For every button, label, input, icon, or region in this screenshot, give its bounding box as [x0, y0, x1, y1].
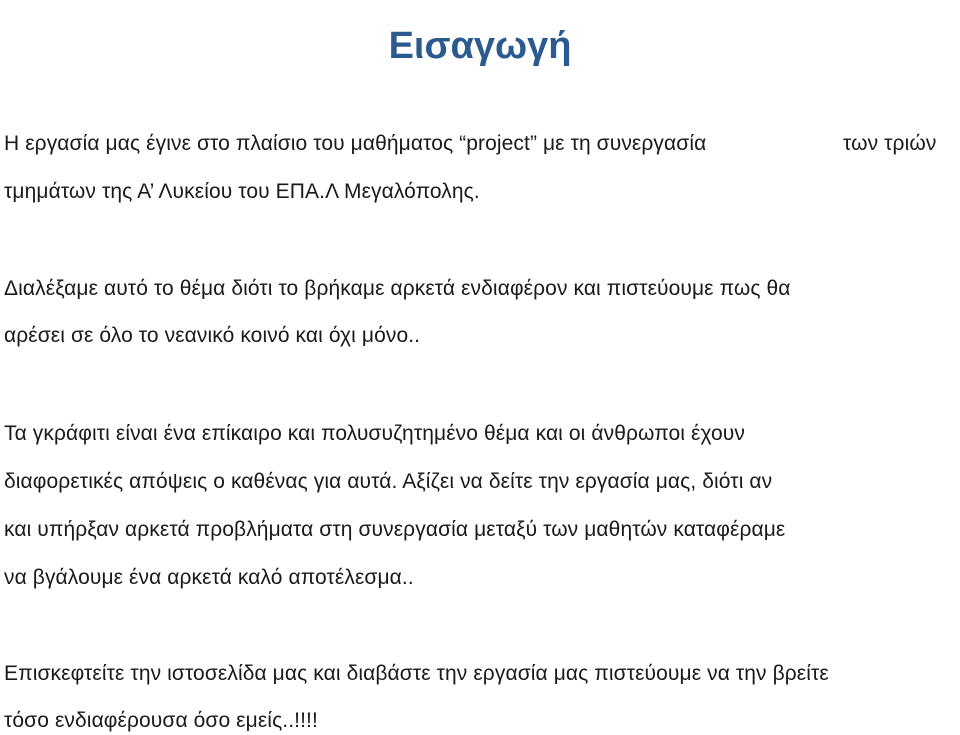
text-line: Η εργασία μας έγινε στο πλαίσιο του μαθήματος “project” με τη συνεργασία — [4, 132, 707, 155]
text-line: Τα γκράφιτι είναι ένα επίκαιρο και πολυσυζητημένο θέμα και οι άνθρωποι έχουν — [4, 422, 745, 445]
text-line: να βγάλουμε ένα αρκετά καλό αποτέλεσμα.. — [4, 566, 414, 589]
text-line: τόσο ενδιαφέρουσα όσο εμείς..!!!! — [4, 709, 318, 732]
text-line: των τριών — [843, 132, 937, 155]
text-line: Διαλέξαμε αυτό το θέμα διότι το βρήκαμε αρκετά ενδιαφέρον και πιστεύουμε πως θα — [4, 277, 791, 300]
page-title: Εισαγωγή — [388, 25, 572, 68]
text-line: Επισκεφτείτε την ιστοσελίδα μας και διαβάστε την εργασία μας πιστεύουμε να την βρείτε — [4, 662, 829, 685]
text-line: αρέσει σε όλο το νεανικό κοινό και όχι μόνο.. — [4, 324, 421, 347]
text-line: και υπήρξαν αρκετά προβλήματα στη συνεργασία μεταξύ των μαθητών καταφέραμε — [4, 518, 786, 541]
text-line: τμημάτων της Α’ Λυκείου του ΕΠΑ.Λ Μεγαλόπολης. — [4, 180, 480, 203]
text-line: διαφορετικές απόψεις ο καθένας για αυτά. Αξίζει να δείτε την εργασία μας, διότι αν — [4, 470, 773, 493]
